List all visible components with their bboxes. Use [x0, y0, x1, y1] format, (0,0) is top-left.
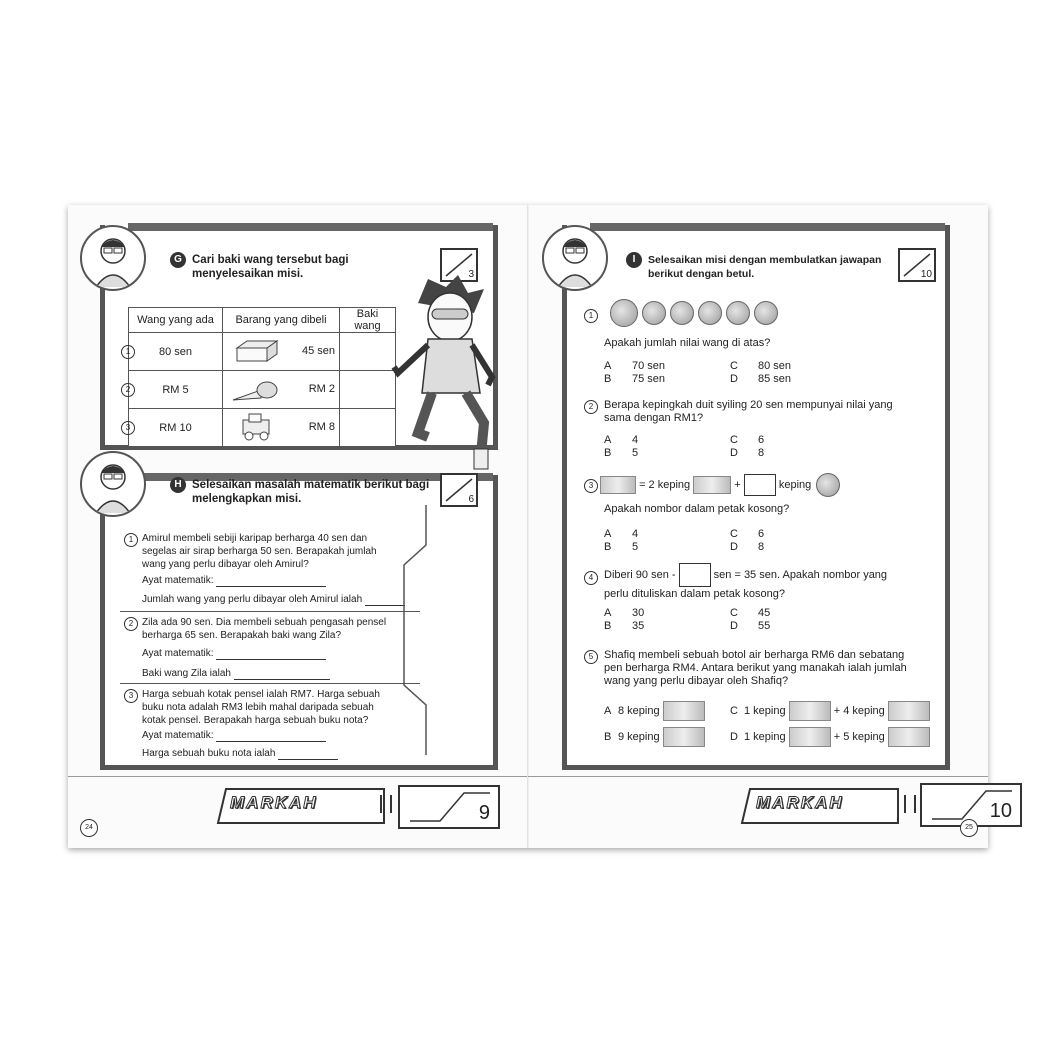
option-a[interactable]: A 8 keping: [604, 701, 705, 721]
equation-row: [600, 473, 838, 497]
page-number: 24: [80, 819, 98, 837]
option-c[interactable]: C 6: [730, 528, 765, 540]
table-header-item: Barang yang dibeli: [223, 308, 340, 333]
answer-line-label: Baki wang Zila ialah: [142, 668, 231, 679]
option-value: 4: [632, 434, 639, 446]
teacher-mascot-icon: [80, 225, 146, 291]
section-g-top-bar: [128, 223, 493, 231]
option-a[interactable]: A 70 sen: [604, 360, 666, 372]
markah-separator: [904, 795, 916, 813]
answer-line-1[interactable]: [142, 647, 326, 660]
section-g-badge: G: [170, 252, 186, 268]
question-number: 1: [124, 533, 138, 547]
option-a[interactable]: A 4: [604, 528, 639, 540]
question-text: Apakah jumlah nilai wang di atas?: [604, 337, 771, 349]
divider: [120, 611, 420, 612]
table-row: [129, 371, 396, 409]
question-text-part: Diberi 90 sen -: [604, 568, 676, 581]
option-value: 55: [758, 620, 771, 632]
section-h-badge: H: [170, 477, 186, 493]
item-price: 45 sen: [301, 345, 335, 357]
option-value: 85 sen: [758, 373, 792, 385]
option-value: 8: [758, 447, 765, 459]
section-g-score: 3: [468, 269, 474, 280]
answer-line-2[interactable]: [142, 667, 330, 680]
section-i-top-bar: [590, 223, 945, 231]
table-row: [129, 333, 396, 371]
option-value: 5: [632, 541, 639, 553]
answer-blank[interactable]: [216, 650, 326, 660]
coin-icon: [610, 299, 638, 327]
table-row: [129, 409, 396, 447]
section-i-badge: I: [626, 252, 642, 268]
option-a[interactable]: A 4: [604, 434, 639, 446]
option-c[interactable]: C 80 sen: [730, 360, 792, 372]
page-number: 25: [960, 819, 978, 837]
table-cell-money: [125, 371, 223, 409]
coin-icon: [698, 301, 722, 325]
option-d[interactable]: D 1 keping + 5 keping: [730, 727, 930, 747]
coin-icon: [670, 301, 694, 325]
question-number: 4: [584, 571, 598, 585]
coin-icon: [816, 473, 840, 497]
option-value-extra: + 4 keping: [833, 705, 885, 717]
banknote-icon: [888, 701, 930, 721]
question-number: 5: [584, 650, 598, 664]
table-header-balance: Baki wang: [340, 308, 396, 333]
banknote-icon: [888, 727, 930, 747]
answer-blank[interactable]: [234, 670, 330, 680]
right-deco-line: [396, 505, 436, 755]
equation-text: keping: [778, 479, 812, 491]
option-b[interactable]: B 35: [604, 620, 645, 632]
option-a[interactable]: A 30: [604, 607, 645, 619]
answer-line-label: Harga sebuah buku nota ialah: [142, 748, 276, 759]
answer-line-label: Ayat matematik:: [142, 730, 214, 741]
toy-car-icon: [237, 412, 281, 442]
row-number: 1: [121, 345, 135, 359]
coin-icon: [726, 301, 750, 325]
teacher-mascot-icon: [542, 225, 608, 291]
option-value: 8: [758, 541, 765, 553]
section-g-instruction: Cari baki wang tersebut bagi menyelesaikan misi.: [192, 254, 349, 280]
option-b[interactable]: B 75 sen: [604, 373, 666, 385]
coin-icon: [754, 301, 778, 325]
section-h-instruction: Selesaikan masalah matematik berikut bagi melengkapkan misi.: [192, 479, 430, 505]
option-value-extra: + 5 keping: [833, 731, 885, 743]
section-i-score: 10: [920, 269, 932, 280]
option-value: 75 sen: [632, 373, 666, 385]
option-value: 6: [758, 434, 765, 446]
option-value: 35: [632, 620, 645, 632]
markah-total: 10: [989, 800, 1012, 822]
option-value: 30: [632, 607, 645, 619]
table-cell-money: [125, 409, 223, 447]
section-i-instruction: Selesaikan misi dengan membulatkan jawapan berikut dengan betul.: [648, 254, 882, 280]
coin-icon: [642, 301, 666, 325]
option-d[interactable]: D 55: [730, 620, 771, 632]
answer-blank[interactable]: [216, 732, 326, 742]
answer-blank[interactable]: [278, 750, 338, 760]
question-number: 1: [584, 309, 598, 323]
option-b[interactable]: B 9 keping: [604, 727, 705, 747]
footer-divider: [68, 776, 528, 777]
answer-line-label: Ayat matematik:: [142, 648, 214, 659]
markah-separator: [380, 795, 392, 813]
option-value: 8 keping: [618, 705, 660, 717]
option-c[interactable]: C 6: [730, 434, 765, 446]
question-text: Berapa kepingkah duit syiling 20 sen mempunyai nilai yang sama dengan RM1?: [604, 399, 893, 424]
row-number: 2: [121, 383, 135, 397]
markah-score-box: [398, 785, 500, 829]
money-value: RM 5: [162, 383, 189, 396]
divider: [120, 683, 420, 684]
ice-cream-icon: [231, 376, 281, 404]
item-price: RM 2: [308, 383, 335, 395]
equation-plus: +: [734, 479, 741, 491]
markah-total: 9: [478, 802, 490, 824]
answer-line-1[interactable]: [142, 729, 326, 742]
option-d[interactable]: D 8: [730, 541, 765, 553]
option-value: 4: [632, 528, 639, 540]
right-page: [528, 205, 1012, 848]
answer-line-label: Ayat matematik:: [142, 575, 214, 586]
option-value: 45: [758, 607, 771, 619]
book-spread: [68, 205, 1012, 848]
eraser-icon: [233, 338, 279, 364]
banknote-icon: [693, 476, 731, 494]
table-header-row: [129, 308, 396, 333]
question-text: [604, 563, 904, 601]
table-cell-item: [223, 333, 340, 371]
banknote-icon: [789, 701, 831, 721]
question-number: 2: [124, 617, 138, 631]
left-page: [68, 205, 528, 848]
banknote-icon: [663, 727, 705, 747]
money-value: 80 sen: [158, 345, 193, 358]
equation-text: = 2 keping: [639, 479, 691, 491]
blank-box[interactable]: [744, 474, 776, 496]
question-text: Zila ada 90 sen. Dia membeli sebuah pengasah pensel berharga 65 sen. Berapakah baki wang Zila?: [142, 617, 387, 641]
blank-box[interactable]: [679, 563, 711, 587]
option-c[interactable]: C 45: [730, 607, 771, 619]
answer-line-2[interactable]: [142, 747, 338, 760]
banknote-icon: [789, 727, 831, 747]
markah-label: MARKAH: [230, 793, 318, 812]
option-b[interactable]: B 5: [604, 447, 639, 459]
money-value: RM 10: [159, 421, 192, 434]
table-header-money: Wang yang ada: [129, 308, 223, 333]
item-price: RM 8: [308, 421, 335, 433]
money-table: [125, 307, 396, 447]
option-d[interactable]: D 8: [730, 447, 765, 459]
question-number: 3: [584, 479, 598, 493]
answer-line-2[interactable]: [142, 593, 405, 606]
question-text-part: sen = 35 sen. Apakah nombor yang perlu dituliskan dalam petak kosong?: [604, 568, 888, 600]
row-number: 3: [121, 421, 135, 435]
question-text: Apakah nombor dalam petak kosong?: [604, 503, 790, 515]
answer-blank[interactable]: [216, 577, 326, 587]
question-number: 2: [584, 400, 598, 414]
section-h-score: 6: [468, 494, 474, 505]
table-cell-money: [125, 333, 223, 371]
option-value: 1 keping: [744, 705, 786, 717]
option-d[interactable]: D 85 sen: [730, 373, 792, 385]
question-number: 3: [124, 689, 138, 703]
question-text: Harga sebuah kotak pensel ialah RM7. Harga sebuah buku nota adalah RM3 lebih mahal daripada sebuah kotak pensel. Berapakah harga sebuah buku nota?: [142, 689, 380, 726]
section-h-score-box: [440, 473, 478, 507]
option-value: 5: [632, 447, 639, 459]
option-b[interactable]: B 5: [604, 541, 639, 553]
table-cell-item: [223, 371, 340, 409]
footer-divider: [528, 776, 988, 777]
teacher-mascot-icon: [80, 451, 146, 517]
option-c[interactable]: C 1 keping + 4 keping: [730, 701, 930, 721]
table-cell-item: [223, 409, 340, 447]
option-value: 1 keping: [744, 731, 786, 743]
question-text: Shafiq membeli sebuah botol air berharga RM6 dan sebatang pen berharga RM4. Antara berikut yang manakah ialah jumlah wang yang perlu dibayar oleh Shafiq?: [604, 649, 907, 687]
answer-line-1[interactable]: [142, 574, 326, 587]
option-value: 80 sen: [758, 360, 792, 372]
option-value: 6: [758, 528, 765, 540]
markah-label: MARKAH: [756, 793, 844, 812]
banknote-icon: [600, 476, 636, 494]
option-value: 70 sen: [632, 360, 666, 372]
question-text: Amirul membeli sebiji karipap berharga 40 sen dan segelas air sirap berharga 50 sen. Berapakah jumlah wang yang perlu dibayar oleh Amirul?: [142, 533, 377, 570]
section-i-score-box: [898, 248, 936, 282]
boy-hero-illustration: [388, 273, 503, 473]
banknote-icon: [663, 701, 705, 721]
answer-line-label: Jumlah wang yang perlu dibayar oleh Amirul ialah: [142, 594, 363, 605]
option-value: 9 keping: [618, 731, 660, 743]
